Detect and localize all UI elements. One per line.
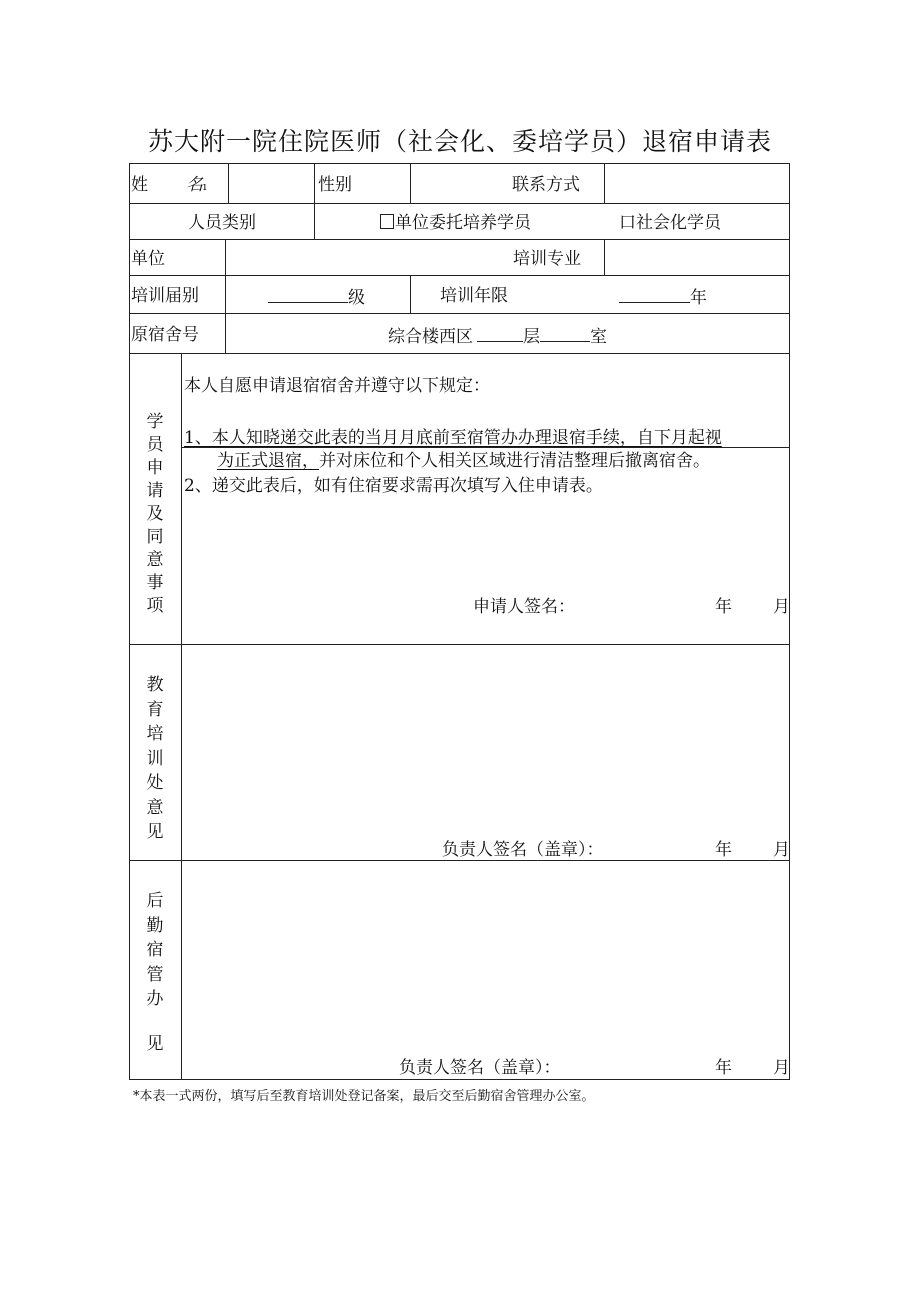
name-label: 姓 名ı	[131, 175, 207, 195]
unit-label: 单位	[131, 249, 165, 269]
major-field[interactable]	[608, 242, 786, 272]
logistics-year: 年	[715, 1058, 732, 1078]
rule-1-line-1: 1、本人知晓递交此表的当月月底前至宿管办办理退宿手续，自下月起视	[184, 428, 722, 448]
category-option-commissioned[interactable]: 单位委托培养学员	[380, 213, 531, 233]
contact-field[interactable]	[608, 166, 786, 200]
applicant-month: 月	[773, 597, 790, 617]
student-section-label: 学员申请及同意事项	[146, 412, 164, 616]
cohort-field[interactable]: 级	[268, 286, 365, 308]
years-label: 培训年限	[440, 286, 508, 306]
form-title: 苏大附一院住院医师（社会化、委培学员）退宿申请表	[147, 127, 772, 156]
logistics-signature-label: 负责人签名（盖章）：	[399, 1058, 561, 1078]
education-section-label: 教育培训处意见	[146, 675, 164, 842]
checkbox-icon: 口	[619, 213, 636, 233]
category-label: 人员类别	[188, 213, 256, 233]
name-field[interactable]	[232, 166, 310, 200]
gender-field[interactable]	[414, 166, 500, 200]
category-option-social[interactable]: 口社会化学员	[619, 213, 721, 233]
rule-2: 2、递交此表后，如有住宿要求需再次填写入住申请表。	[184, 476, 603, 496]
checkbox-icon	[380, 214, 394, 229]
logistics-section-label-end: 见	[146, 1034, 164, 1054]
rule-1-line-2: 为正式退宿，并对床位和个人相关区域进行清洁整理后撤离宿舍。	[217, 451, 710, 471]
education-year: 年	[715, 840, 732, 860]
dorm-field[interactable]: 综合楼西区 层 室	[388, 327, 607, 347]
applicant-signature-label: 申请人签名：	[473, 597, 575, 617]
applicant-year: 年	[715, 597, 732, 617]
education-signature-label: 负责人签名（盖章）：	[442, 840, 604, 860]
years-field[interactable]: 年	[619, 286, 707, 308]
footnote: *本表一式两份，填写后至教育培训处登记备案，最后交至后勤宿舍管理办公室。	[133, 1089, 595, 1104]
cohort-label: 培训届别	[131, 286, 199, 306]
logistics-month: 月	[773, 1058, 790, 1078]
education-month: 月	[773, 840, 790, 860]
major-label: 培训专业	[513, 249, 581, 269]
dorm-label: 原宿舍号	[131, 325, 199, 345]
gender-label: 性别	[318, 175, 352, 195]
logistics-section-label: 后勤宿管办	[146, 891, 164, 1009]
student-intro: 本人自愿申请退宿宿舍并遵守以下规定：	[184, 376, 490, 396]
contact-label: 联系方式	[512, 175, 580, 195]
